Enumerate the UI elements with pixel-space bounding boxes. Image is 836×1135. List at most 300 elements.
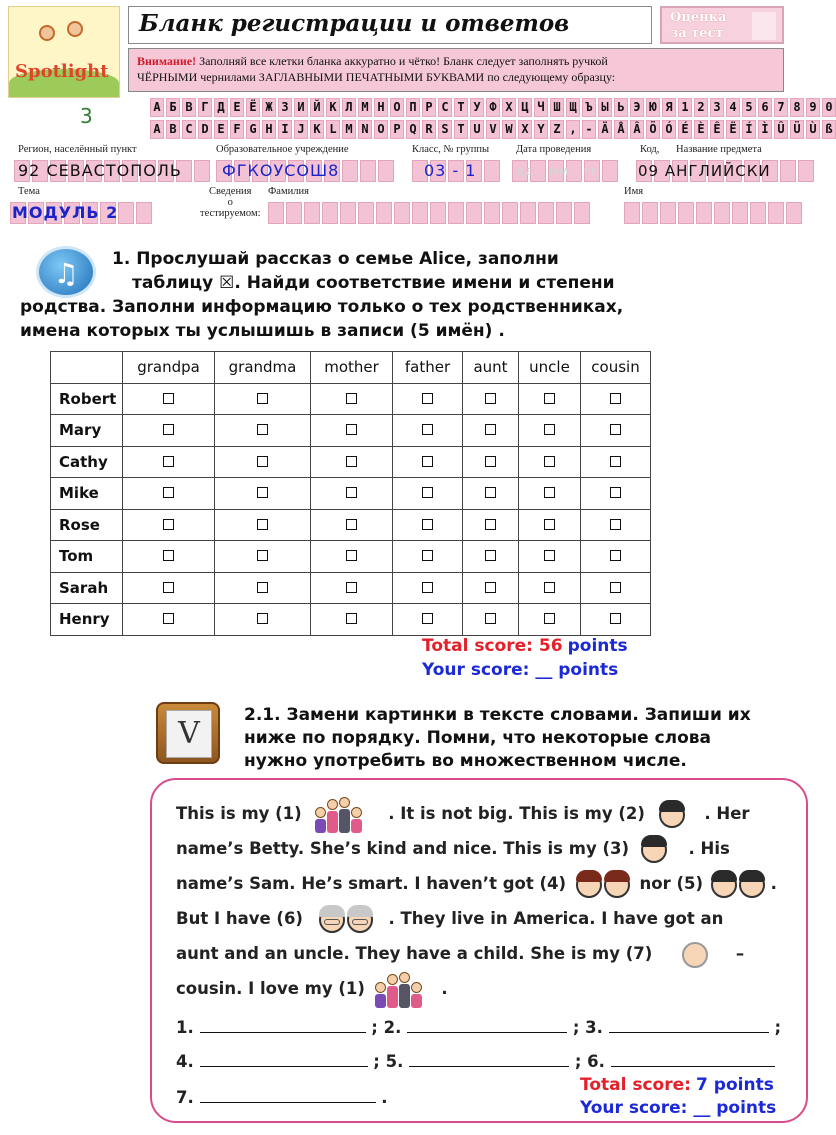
- checkbox[interactable]: [610, 456, 621, 467]
- form-cell[interactable]: [602, 160, 618, 182]
- column-header: mother: [311, 352, 393, 384]
- sample-letter: H: [262, 120, 276, 139]
- sample-letter: Г: [198, 98, 212, 117]
- column-header: aunt: [463, 352, 519, 384]
- row-name: Cathy: [51, 446, 123, 478]
- sample-letter: Ш: [550, 98, 564, 117]
- sample-letter: Л: [342, 98, 356, 117]
- baby-face-icon: [682, 942, 708, 968]
- sample-letter: В: [182, 98, 196, 117]
- form-cell[interactable]: [624, 202, 640, 224]
- answer-1-line[interactable]: [200, 1015, 366, 1033]
- form-cell[interactable]: [286, 202, 302, 224]
- answer-4-line[interactable]: [200, 1049, 368, 1067]
- form-cell[interactable]: [780, 160, 796, 182]
- sample-letter: 0: [822, 98, 836, 117]
- boy-face-icon: [641, 837, 667, 863]
- school-label: Образовательное учреждение: [216, 144, 349, 155]
- checkbox[interactable]: [610, 582, 621, 593]
- form-cell[interactable]: [466, 202, 482, 224]
- story-text: aunt and an uncle. They have a child. She is my (7): [176, 944, 653, 963]
- story-text: nor (5): [639, 874, 704, 893]
- checkbox[interactable]: [257, 613, 268, 624]
- checkbox[interactable]: [485, 456, 496, 467]
- grade-input[interactable]: [752, 12, 776, 40]
- checkbox[interactable]: [163, 519, 174, 530]
- info-label-2: о: [227, 197, 233, 208]
- column-header: uncle: [519, 352, 581, 384]
- name-cells[interactable]: [624, 202, 802, 224]
- answer-number: ; 2.: [371, 1018, 402, 1037]
- table-cell: [581, 478, 651, 510]
- task2-total-score: [580, 1075, 774, 1095]
- sample-letter: N: [358, 120, 372, 139]
- sample-letter: Х: [502, 98, 516, 117]
- checkbox[interactable]: [610, 550, 621, 561]
- table-cell: [215, 415, 311, 447]
- table-cell: [519, 446, 581, 478]
- table-cell: [519, 541, 581, 573]
- surname-label: Фамилия: [268, 186, 309, 197]
- sample-letter: 9: [806, 98, 820, 117]
- task1-line4: имена которых ты услышишь в записи (5 имён) .: [20, 321, 505, 341]
- table-cell: [215, 572, 311, 604]
- table-header-row: [51, 352, 651, 384]
- checkbox[interactable]: [544, 550, 555, 561]
- subject-label: Название предмета: [676, 144, 762, 155]
- table-cell: [581, 572, 651, 604]
- answer-number: ; 6.: [574, 1052, 605, 1071]
- story-text: . It is not big. This is my (2): [388, 804, 645, 823]
- form-cell[interactable]: [342, 160, 358, 182]
- table-cell: [519, 572, 581, 604]
- checkbox[interactable]: [485, 519, 496, 530]
- task1-total-label: Total score: 56: [422, 636, 563, 656]
- sample-letter: О: [390, 98, 404, 117]
- story-line-3: [176, 866, 777, 901]
- figure-icon: [339, 797, 350, 833]
- row-name: Henry: [51, 604, 123, 636]
- date-label: Дата проведения: [516, 144, 592, 155]
- figure-icon: [315, 807, 326, 833]
- form-cell[interactable]: [322, 202, 338, 224]
- checkbox[interactable]: [610, 519, 621, 530]
- checkbox[interactable]: [544, 582, 555, 593]
- form-cell[interactable]: [484, 160, 500, 182]
- checkbox[interactable]: [163, 550, 174, 561]
- answer-3-line[interactable]: [609, 1015, 769, 1033]
- checkbox[interactable]: [422, 393, 433, 404]
- task1-line2: таблицу ☒. Найди соответствие имени и степени: [132, 273, 615, 293]
- surname-cells[interactable]: [268, 202, 590, 224]
- table-cell: [215, 383, 311, 415]
- checkbox[interactable]: [346, 582, 357, 593]
- figure-icon: [387, 974, 398, 1008]
- sample-letter: И: [294, 98, 308, 117]
- sample-letter: Ë: [726, 120, 740, 139]
- form-cell[interactable]: [696, 202, 712, 224]
- sample-letter: С: [438, 98, 452, 117]
- headphones-glyph: ♫: [53, 257, 79, 290]
- sample-letter: Щ: [566, 98, 580, 117]
- form-cell[interactable]: [484, 202, 500, 224]
- figure-icon: [375, 982, 386, 1008]
- brother-face-icon: [711, 872, 737, 898]
- answer-separator: .: [381, 1088, 388, 1107]
- table-cell: [215, 509, 311, 541]
- checkbox[interactable]: [422, 613, 433, 624]
- sample-letter: З: [278, 98, 292, 117]
- sample-letter: Ч: [534, 98, 548, 117]
- subject-value: 09 АНГЛИЙСКИ: [638, 162, 771, 180]
- story-text: –: [735, 944, 745, 963]
- sample-letter: ß: [822, 120, 836, 139]
- story-line-2: [176, 831, 730, 866]
- table-cell: [393, 541, 463, 573]
- page-title: Бланк регистрации и ответов: [139, 10, 570, 37]
- row-name: Rose: [51, 509, 123, 541]
- writing-task-icon: [156, 702, 220, 764]
- checkbox[interactable]: [163, 456, 174, 467]
- task1-your-score: Your score: __ points: [422, 660, 619, 680]
- form-cell[interactable]: [118, 202, 134, 224]
- sample-letter: Е: [230, 98, 244, 117]
- table-cell: [123, 509, 215, 541]
- table-cell: [463, 604, 519, 636]
- story-text: But I have (6): [176, 909, 303, 928]
- checkbox[interactable]: [346, 456, 357, 467]
- table-cell: [581, 509, 651, 541]
- sample-letters-row-latin: [150, 120, 836, 140]
- form-cell[interactable]: [340, 202, 356, 224]
- checkbox[interactable]: [257, 519, 268, 530]
- sample-letter: Û: [774, 120, 788, 139]
- topic-value: МОДУЛЬ 2: [12, 203, 119, 222]
- sample-letter: 1: [678, 98, 692, 117]
- table-cell: [311, 446, 393, 478]
- table-cell: [463, 383, 519, 415]
- table-row: [51, 478, 651, 510]
- task1-line3: родства. Заполни информацию только о тех родственниках,: [20, 297, 624, 317]
- task2-line3: нужно употребить во множественном числе.: [244, 751, 687, 771]
- answer-number: 1.: [176, 1018, 194, 1037]
- book-info: [18, 100, 82, 134]
- checkbox[interactable]: [346, 424, 357, 435]
- form-cell[interactable]: [750, 202, 766, 224]
- form-cell[interactable]: [642, 202, 658, 224]
- sample-letter: F: [230, 120, 244, 139]
- sample-letter: Ъ: [582, 98, 596, 117]
- sample-letter: C: [182, 120, 196, 139]
- form-cell[interactable]: [394, 202, 410, 224]
- form-cell[interactable]: [412, 202, 428, 224]
- table-cell: [123, 572, 215, 604]
- form-cell[interactable]: [268, 202, 284, 224]
- form-cell[interactable]: [430, 202, 446, 224]
- sample-letter: U: [470, 120, 484, 139]
- sample-letter: P: [390, 120, 404, 139]
- story-text: . His: [688, 839, 730, 858]
- checkbox[interactable]: [485, 487, 496, 498]
- sample-letter: A: [150, 120, 164, 139]
- warning-box: [128, 48, 784, 92]
- checkbox[interactable]: [610, 613, 621, 624]
- sample-letter: 3: [710, 98, 724, 117]
- story-text: . They live in America. I have got an: [388, 909, 724, 928]
- checkbox[interactable]: [422, 456, 433, 467]
- form-cell[interactable]: [556, 202, 572, 224]
- checkbox[interactable]: [544, 393, 555, 404]
- sample-letter: M: [342, 120, 356, 139]
- info-label-3: тестируемом:: [200, 208, 261, 219]
- class-value: 03 - 1: [424, 161, 477, 180]
- checkbox[interactable]: [163, 393, 174, 404]
- table-cell: [311, 572, 393, 604]
- name-label: Имя: [624, 186, 644, 197]
- table-row: [51, 541, 651, 573]
- form-cell[interactable]: [448, 202, 464, 224]
- form-cell[interactable]: [136, 202, 152, 224]
- checkbox[interactable]: [610, 487, 621, 498]
- form-cell[interactable]: [678, 202, 694, 224]
- table-cell: [519, 509, 581, 541]
- form-cell[interactable]: [358, 202, 374, 224]
- task1-total-score: [422, 636, 628, 656]
- table-cell: [463, 541, 519, 573]
- answer-number: 7.: [176, 1088, 194, 1107]
- sample-letter: Ц: [518, 98, 532, 117]
- sample-letter: 6: [758, 98, 772, 117]
- info-label-1: Сведения: [209, 186, 252, 197]
- form-cell[interactable]: [194, 160, 210, 182]
- row-name: Robert: [51, 383, 123, 415]
- form-cell[interactable]: [520, 202, 536, 224]
- table-cell: [519, 604, 581, 636]
- form-cell[interactable]: [660, 202, 676, 224]
- row-name: Mike: [51, 478, 123, 510]
- table-cell: [463, 446, 519, 478]
- table-row: [51, 446, 651, 478]
- topic-label: Тема: [18, 186, 40, 197]
- sample-letter: А: [150, 98, 164, 117]
- task2-your-score: Your score: __ points: [580, 1098, 777, 1118]
- sample-letter: Н: [374, 98, 388, 117]
- sample-letter: Ì: [758, 120, 772, 139]
- table-cell: [311, 509, 393, 541]
- checkbox[interactable]: [544, 613, 555, 624]
- checkbox[interactable]: [610, 393, 621, 404]
- paper-v-icon: V: [166, 710, 212, 758]
- checkbox[interactable]: [257, 582, 268, 593]
- checkbox[interactable]: [544, 456, 555, 467]
- table-cell: [311, 478, 393, 510]
- answer-2-line[interactable]: [407, 1015, 567, 1033]
- table-row: [51, 509, 651, 541]
- table-cell: [393, 478, 463, 510]
- title-bar: [128, 6, 652, 44]
- sample-letter: Ä: [598, 120, 612, 139]
- answer-row-2: [176, 1044, 775, 1079]
- checkbox[interactable]: [257, 456, 268, 467]
- table-cell: [463, 509, 519, 541]
- form-cell[interactable]: [798, 160, 814, 182]
- checkbox[interactable]: [163, 582, 174, 593]
- form-cell[interactable]: [732, 202, 748, 224]
- info-label: [200, 186, 261, 219]
- table-cell: [463, 572, 519, 604]
- family-picture-icon: [375, 972, 422, 1008]
- column-header: grandma: [215, 352, 311, 384]
- grade-box: [660, 6, 784, 44]
- checkbox[interactable]: [163, 613, 174, 624]
- family-picture-icon: [315, 797, 362, 833]
- answer-row-3: [176, 1080, 388, 1115]
- table-cell: [581, 446, 651, 478]
- story-text: This is my (1): [176, 804, 302, 823]
- answer-separator: ;: [774, 1018, 782, 1037]
- checkbox[interactable]: [485, 424, 496, 435]
- warning-word: Внимание!: [137, 54, 197, 68]
- checkbox[interactable]: [610, 424, 621, 435]
- form-cell[interactable]: [376, 202, 392, 224]
- form-cell[interactable]: [378, 160, 394, 182]
- checkbox[interactable]: [346, 393, 357, 404]
- class-label: Класс, № группы: [412, 144, 490, 155]
- sample-letter: T: [454, 120, 468, 139]
- form-cell[interactable]: [768, 202, 784, 224]
- column-header: cousin: [581, 352, 651, 384]
- checkbox[interactable]: [346, 519, 357, 530]
- checkbox[interactable]: [485, 582, 496, 593]
- table-cell: [311, 604, 393, 636]
- form-cell[interactable]: [502, 202, 518, 224]
- sample-letter: К: [326, 98, 340, 117]
- story-line-1: [176, 796, 750, 833]
- sample-letter: O: [374, 120, 388, 139]
- sample-letter: Д: [214, 98, 228, 117]
- table-cell: [311, 415, 393, 447]
- form-cell[interactable]: [574, 202, 590, 224]
- story-text: cousin. I love my (1): [176, 979, 365, 998]
- checkbox[interactable]: [346, 487, 357, 498]
- row-name: Tom: [51, 541, 123, 573]
- sample-letter: Ю: [646, 98, 660, 117]
- figure-icon: [411, 982, 422, 1008]
- sample-letters-row-cyrillic: [150, 98, 836, 118]
- checkbox[interactable]: [257, 487, 268, 498]
- checkbox[interactable]: [422, 424, 433, 435]
- table-corner: [51, 352, 123, 384]
- table-cell: [463, 478, 519, 510]
- table-cell: [311, 383, 393, 415]
- answer-7-line[interactable]: [200, 1085, 376, 1103]
- form-cell[interactable]: [538, 202, 554, 224]
- story-text: .: [441, 979, 448, 998]
- sister-face-icon: [604, 872, 630, 898]
- checkbox[interactable]: [346, 550, 357, 561]
- logo-kid-icon: [39, 25, 55, 41]
- table-cell: [123, 541, 215, 573]
- checkbox[interactable]: [544, 519, 555, 530]
- column-header: grandpa: [123, 352, 215, 384]
- checkbox[interactable]: [544, 424, 555, 435]
- form-cell[interactable]: [304, 202, 320, 224]
- table-row: [51, 604, 651, 636]
- sample-letter: Ü: [790, 120, 804, 139]
- sample-letter: Э: [630, 98, 644, 117]
- grade-label-line1: Оценка: [670, 10, 727, 25]
- form-cell[interactable]: [786, 202, 802, 224]
- sample-letter: П: [406, 98, 420, 117]
- sample-letter: È: [694, 120, 708, 139]
- table-body: [51, 383, 651, 635]
- table-cell: [215, 541, 311, 573]
- grade-label: [670, 10, 727, 42]
- sample-letter: E: [214, 120, 228, 139]
- task2-total-value: 7 points: [696, 1075, 774, 1095]
- grade-label-line2: за тест: [670, 26, 724, 41]
- task2-total-label: Total score:: [580, 1075, 691, 1095]
- form-cell[interactable]: [714, 202, 730, 224]
- checkbox[interactable]: [163, 487, 174, 498]
- table-cell: [581, 541, 651, 573]
- checkbox[interactable]: [257, 550, 268, 561]
- figure-icon: [399, 972, 410, 1008]
- grandpa-face-icon: [319, 907, 345, 933]
- checkbox[interactable]: [544, 487, 555, 498]
- sample-letter: Â: [630, 120, 644, 139]
- checkbox[interactable]: [422, 582, 433, 593]
- checkbox[interactable]: [485, 613, 496, 624]
- region-label: Регион, населённый пункт: [18, 144, 137, 155]
- checkbox[interactable]: [422, 487, 433, 498]
- form-cell[interactable]: [360, 160, 376, 182]
- sample-letter: 2: [694, 98, 708, 117]
- answer-number: 4.: [176, 1052, 194, 1071]
- sample-letter: G: [246, 120, 260, 139]
- warning-text-1: Заполняй все клетки бланка аккуратно и чётко! Бланк следует заполнять ручкой: [196, 54, 608, 68]
- checkbox[interactable]: [422, 519, 433, 530]
- table-cell: [123, 415, 215, 447]
- sample-letter: I: [278, 120, 292, 139]
- sample-letter: -: [582, 120, 596, 139]
- checkbox[interactable]: [485, 550, 496, 561]
- checkbox[interactable]: [346, 613, 357, 624]
- grandma-face-icon: [347, 907, 373, 933]
- table-cell: [123, 446, 215, 478]
- table-cell: [393, 604, 463, 636]
- sample-letter: Т: [454, 98, 468, 117]
- figure-icon: [351, 807, 362, 833]
- checkbox[interactable]: [422, 550, 433, 561]
- sample-letter: R: [422, 120, 436, 139]
- checkbox[interactable]: [163, 424, 174, 435]
- answer-5-line[interactable]: [409, 1049, 569, 1067]
- sample-letter: Ö: [646, 120, 660, 139]
- task1-line1: 1. Прослушай рассказ о семье Alice, заполни: [112, 249, 559, 269]
- sample-letter: 7: [774, 98, 788, 117]
- sample-letter: 5: [742, 98, 756, 117]
- table-cell: [393, 415, 463, 447]
- answer-6-line[interactable]: [611, 1049, 775, 1067]
- sample-letter: J: [294, 120, 308, 139]
- sample-letter: É: [678, 120, 692, 139]
- checkbox[interactable]: [257, 393, 268, 404]
- checkbox[interactable]: [485, 393, 496, 404]
- checkbox[interactable]: [257, 424, 268, 435]
- task1-total-points: points: [567, 636, 628, 656]
- headphones-icon: [36, 246, 96, 298]
